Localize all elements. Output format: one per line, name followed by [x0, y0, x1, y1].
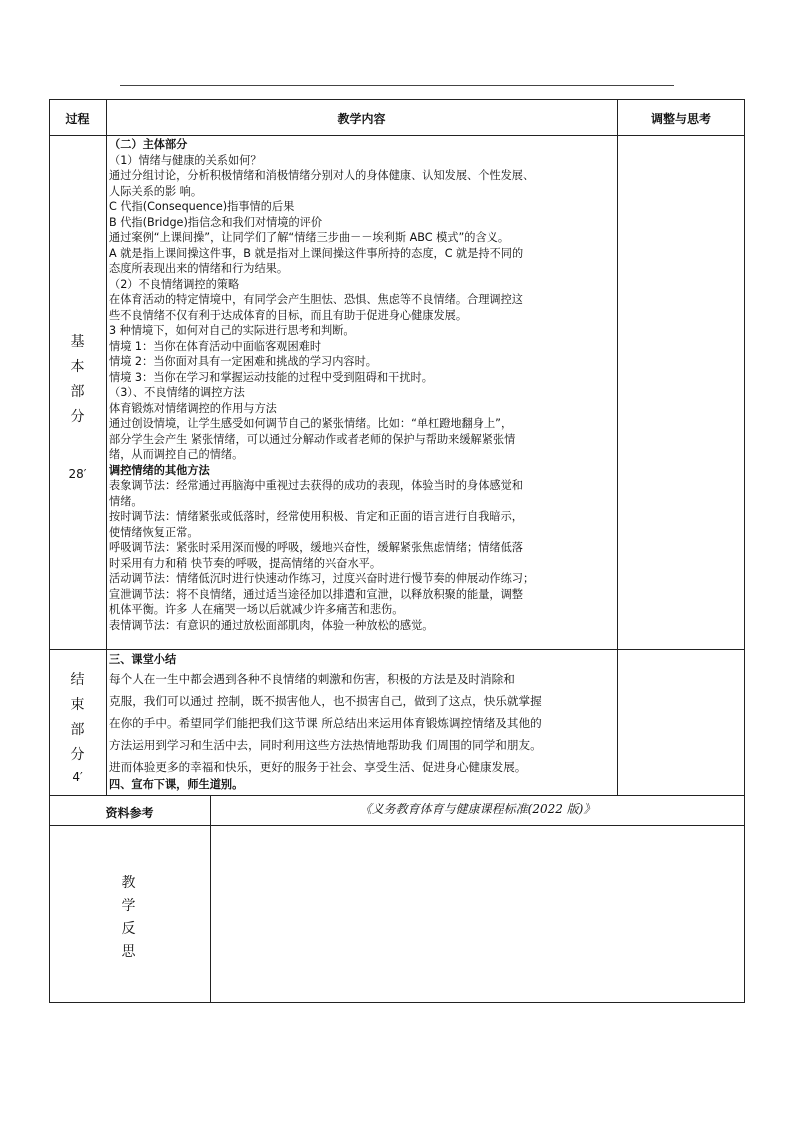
content-line: A 就是指上课间操这件事，B 就是指对上课间操这件事所持的态度，C 就是持不同的: [109, 246, 524, 260]
content-line: 体育锻炼对情绪调控的作用与方法: [109, 401, 277, 415]
reflection-label-char: 教: [121, 875, 136, 891]
reference-value: 《义务教育体育与健康课程标准(2022 版)》: [359, 802, 596, 816]
summary-line: 在你的手中。希望同学们能把我们这节课 所总结出来运用体育锻炼调控情绪及其他的: [109, 716, 542, 730]
closing-section-label: [49, 668, 106, 786]
basic-label-char: 本: [70, 359, 85, 375]
content-line: 调控情绪的其他方法: [109, 463, 210, 477]
content-line: 宣泄调节法：将不良情绪，通过适当途径加以排遣和宣泄，以释放积聚的能量，调整: [109, 587, 523, 601]
content-line: 3 种情境下，如何对自己的实际进行思考和判断。: [109, 324, 355, 337]
content-line: 通过分组讨论，分析积极情绪和消极情绪分别对人的身体健康、认知发展、个性发展、: [109, 169, 535, 182]
closing-summary: [109, 668, 615, 778]
basic-label-char: 基: [70, 334, 85, 350]
summary-line: 方法运用到学习和生活中去，同时利用这些方法热情地帮助我 们周围的同学和朋友。: [109, 738, 542, 752]
content-line: 使情绪恢复正常。: [109, 525, 199, 539]
content-line: 时采用有力和稍 快节奏的呼吸，提高情绪的兴奋水平。: [109, 556, 382, 570]
content-line: 活动调节法：情绪低沉时进行快速动作练习，过度兴奋时进行慢节奏的伸展动作练习；: [109, 572, 535, 585]
content-line: 绪，从而调控自己的情绪。: [109, 448, 244, 461]
header-content: 教学内容: [337, 112, 386, 126]
closing-farewell: 四、宣布下课，师生道别。: [109, 778, 244, 791]
content-line: 人际关系的影 响。: [109, 184, 203, 198]
reflection-area: [211, 826, 744, 1002]
header-rule: [120, 85, 674, 86]
closing-section-time: 4′: [72, 770, 83, 784]
reference-label: 资料参考: [105, 806, 154, 820]
closing-heading: 三、课堂小结: [109, 653, 177, 666]
content-line: 按时调节法：情绪紧张或低落时，经常使用积极、肯定和正面的语言进行自我暗示，: [109, 510, 523, 523]
header-adjust: 调整与思考: [650, 112, 711, 126]
content-line: 部分学生会产生 紧张情绪，可以通过分解动作或者老师的保护与帮助来缓解紧张情: [109, 432, 516, 446]
header-process: 过程: [65, 112, 90, 126]
content-line: 通过创设情境，让学生感受如何调节自己的紧张情绪。比如：“单杠蹬地翻身上”，: [109, 417, 513, 430]
closing-label-char: 分: [70, 747, 85, 763]
reflection-label-char: 反: [121, 921, 136, 937]
reflection-label-char: 思: [121, 944, 136, 960]
basic-label-char: 部: [70, 384, 85, 400]
content-line: （3）、不良情绪的调控方法: [109, 386, 245, 399]
closing-label-char: 部: [70, 722, 85, 738]
reflection-label-char: 学: [121, 898, 136, 914]
content-line: （二）主体部分: [109, 138, 188, 151]
content-line: 在体育活动的特定情境中，有同学会产生胆怯、恐惧、焦虑等不良情绪。合理调控这: [109, 293, 523, 306]
content-line: （1）情绪与健康的关系如何？: [109, 153, 262, 167]
content-line: 呼吸调节法：紧张时采用深而慢的呼吸，缓地兴奋性，缓解紧张焦虑情绪；情绪低落: [109, 541, 523, 554]
content-line: 通过案例“上课间操”，让同学们了解“情绪三步曲－－埃利斯 ABC 模式”的含义。: [109, 231, 510, 244]
basic-section-content: [109, 137, 615, 633]
basic-label-char: 分: [70, 409, 85, 425]
content-line: 态度所表现出来的情绪和行为结果。: [109, 262, 289, 275]
content-line: 情绪。: [109, 494, 143, 508]
row-divider-closing: [49, 795, 745, 796]
reflection-label: [100, 872, 157, 964]
summary-line: 每个人在一生中都会遇到各种不良情绪的刺激和伤害，积极的方法是及时消除和: [109, 672, 515, 686]
col-divider-process: [106, 99, 107, 795]
content-line: 情境 3：当你在学习和掌握运动技能的过程中受到阻碍和干扰时。: [109, 370, 433, 384]
col-divider-adjust: [617, 99, 618, 795]
content-line: 些不良情绪不仅有利于达成体育的目标，而且有助于促进身心健康发展。: [109, 308, 468, 322]
closing-label-char: 束: [70, 697, 85, 713]
content-line: B 代指(Bridge)指信念和我们对情境的评价: [109, 215, 323, 229]
content-line: （2）不良情绪调控的策略: [109, 277, 240, 291]
row-divider-header: [49, 135, 745, 136]
content-line: 情境 1：当你在体育活动中面临客观困难时: [109, 339, 322, 353]
summary-line: 进而体验更多的幸福和快乐，更好的服务于社会、享受生活、促进身心健康发展。: [109, 760, 527, 774]
content-line: 表象调节法：经常通过再脑海中重视过去获得的成功的表现，体验当时的身体感觉和: [109, 479, 523, 492]
row-divider-basic: [49, 649, 745, 650]
summary-line: 克服，我们可以通过 控制，既不损害他人，也不损害自己，做到了这点，快乐就掌握: [109, 694, 542, 708]
content-line: 表情调节法：有意识的通过放松面部肌肉，体验一种放松的感觉。: [109, 618, 434, 632]
content-line: 情境 2：当你面对具有一定困难和挑战的学习内容时。: [109, 355, 377, 368]
basic-section-label: [49, 330, 106, 430]
closing-label-char: 结: [70, 672, 85, 688]
basic-section-time: 28′: [68, 467, 87, 481]
content-line: 机体平衡。许多 人在痛哭一场以后就减少许多痛苦和悲伤。: [109, 603, 404, 616]
content-line: C 代指(Consequence)指事情的后果: [109, 200, 295, 213]
